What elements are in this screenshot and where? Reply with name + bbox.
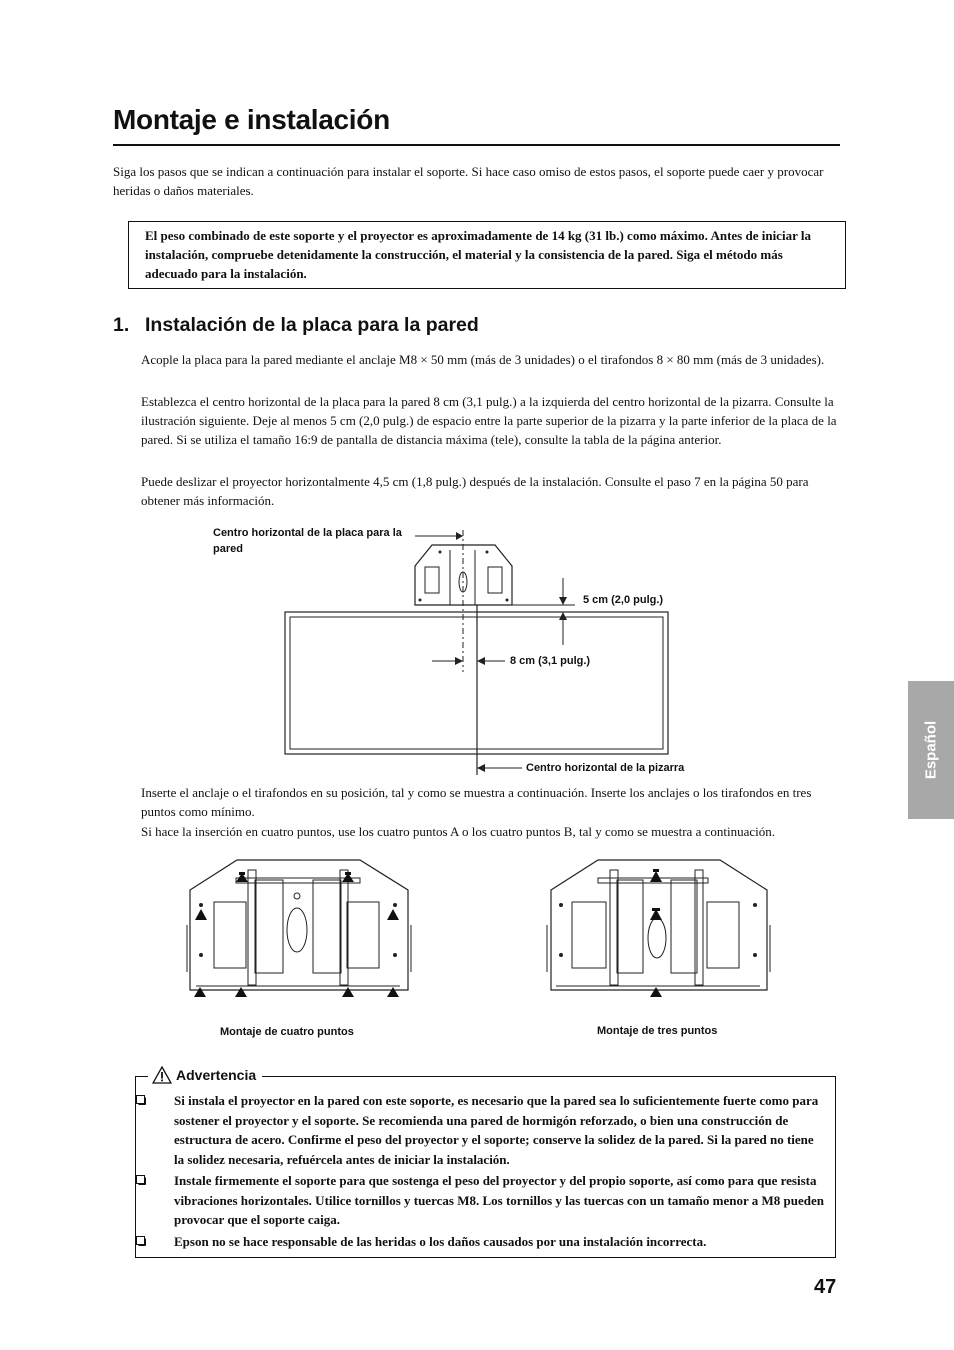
- notice-box: El peso combinado de este soporte y el proyector es aproximadamente de 14 kg (31 lb.) como máximo. Antes de iniciar la instalación, compruebe detenidamente la construcción, el material y la consistencia de la pared. Siga el método más adecuado para la instalación.: [128, 221, 846, 289]
- plate-screw: [486, 551, 489, 554]
- placement-diagram: [200, 520, 720, 790]
- page-title: Montaje e instalación: [113, 104, 390, 135]
- arrow-head: [477, 764, 485, 772]
- three-point-plate: [540, 852, 780, 1004]
- paragraph-slide: Puede deslizar el proyector horizontalmente 4,5 cm (1,8 pulg.) después de la instalación. Consulte el paso 7 en la página 50 para obtener más información.: [141, 474, 809, 509]
- checkbox-icon: [136, 1175, 146, 1185]
- arrow-head: [456, 532, 463, 540]
- warning-title: Advertencia: [176, 1067, 257, 1083]
- caption-three-point: Montaje de tres puntos: [597, 1025, 718, 1037]
- section-title: Instalación de la placa para la pared: [145, 314, 479, 336]
- intro-paragraph: Siga los pasos que se indican a continuación para instalar el soporte. Si hace caso omiso de estos pasos, el soporte puede caer y provocar heridas o daños materiales.: [113, 164, 824, 198]
- label-board-center: Centro horizontal de la pizarra: [526, 762, 685, 774]
- four-point-plate: [180, 852, 420, 1004]
- warning-item-text: Si instala el proyector en la pared con este soporte, es necesario que la pared sea lo suficientemente fuerte como para sostener el proyector y el soporte. Se recomienda una pared de hormigón reforzado, o bien una construcción de estructura de acero. Confirme el peso del proyector y el soporte; conserve la solidez de la pared. Si la pared no tiene la solidez necesaria, refuércela antes de iniciar la instalación.: [174, 1093, 819, 1167]
- warning-item: [174, 1171, 824, 1230]
- title-divider: [113, 144, 840, 146]
- language-tab: [908, 681, 954, 819]
- warning-box: [135, 1076, 836, 1258]
- warning-item-text: Epson no se hace responsable de las heridas o los daños causados por una instalación incorrecta.: [174, 1234, 707, 1249]
- plate-screw: [439, 551, 442, 554]
- page-number: 47: [814, 1276, 837, 1298]
- label-gap: 5 cm (2,0 pulg.): [583, 594, 664, 606]
- section-number: 1.: [113, 314, 130, 336]
- paragraph-anchor: Acople la placa para la pared mediante el anclaje M8 × 50 mm (más de 3 unidades) o el tirafondos 8 × 80 mm (más de 3 unidades).: [141, 352, 825, 367]
- label-plate-center: Centro horizontal de la placa para la pared: [213, 527, 402, 555]
- language-tab-label: Español: [922, 720, 940, 780]
- warning-item: [174, 1091, 824, 1169]
- paragraph-center: Establezca el centro horizontal de la placa para la pared 8 cm (3,1 pulg.) a la izquierda del centro horizontal de la pizarra. Consulte la ilustración siguiente. Deje al menos 5 cm (2,0 pulg.) de espacio entre la parte superior de la pizarra y la parte inferior de la placa de la pared. Si se utiliza el tamaño 16:9 de pantalla de distancia máxima (tele), consulte la tabla de la página anterior.: [141, 394, 837, 448]
- warning-item: [174, 1232, 824, 1252]
- warning-header: [148, 1066, 262, 1084]
- section-heading: [113, 314, 479, 337]
- plate-screw: [506, 599, 509, 602]
- paragraph-insert: Inserte el anclaje o el tirafondos en su posición, tal y como se muestra a continuación. Inserte los anclajes o los tirafondos en tres puntos como mínimo.: [141, 785, 812, 820]
- paragraph-insert-four: Si hace la inserción en cuatro puntos, use los cuatro puntos A o los cuatro puntos B, tal y como se muestra a continuación.: [141, 824, 775, 839]
- warning-triangle-icon: [152, 1066, 172, 1084]
- warning-item-text: Instale firmemente el soporte para que sostenga el peso del proyector y del propio soporte, así como para que resista vibraciones horizontales. Utilice tornillos y tuercas M8. Los tornillos y las tuercas con un tamaño menor a M8 pueden provocar que el soporte caiga.: [174, 1173, 824, 1227]
- label-offset: 8 cm (3,1 pulg.): [510, 655, 591, 667]
- checkbox-icon: [136, 1236, 146, 1246]
- checkbox-icon: [136, 1095, 146, 1105]
- plate-screw: [419, 599, 422, 602]
- arrow-head: [559, 597, 567, 605]
- caption-four-point: Montaje de cuatro puntos: [220, 1026, 354, 1038]
